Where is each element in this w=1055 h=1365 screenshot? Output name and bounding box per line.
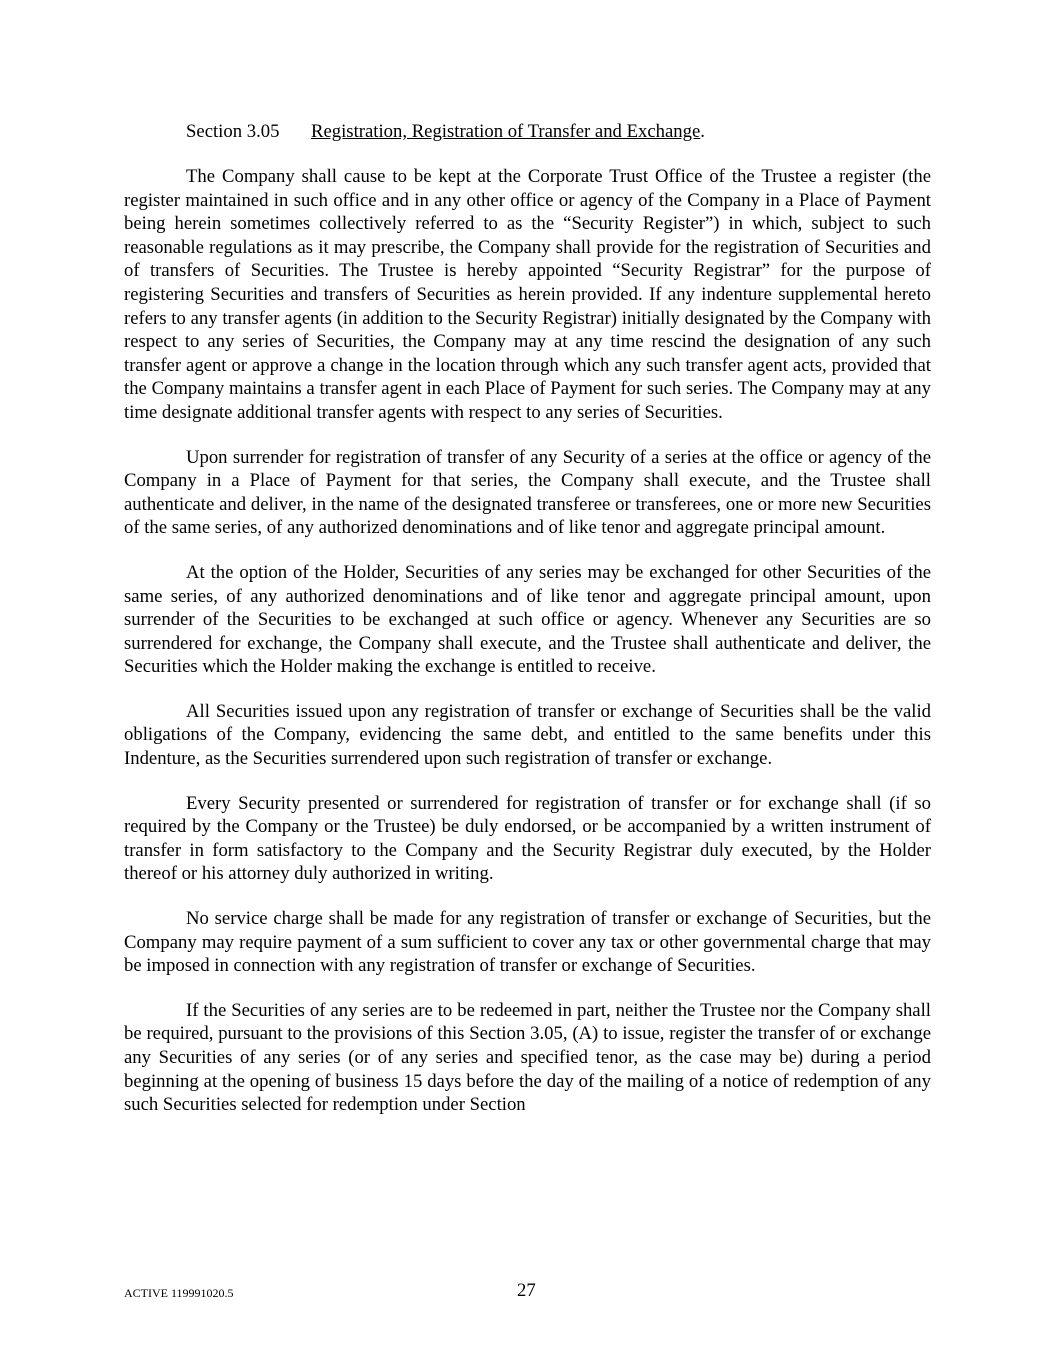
section-title-suffix: . (700, 121, 705, 142)
section-number: Section 3.05 (186, 121, 280, 142)
footer-page-number: 27 (517, 1280, 536, 1301)
paragraph-valid-obligations: All Securities issued upon any registration of transfer or exchange of Securities shall be the valid obligations of the Company, evidencing the same debt, and entitled to the same benefits under this Indenture, as the Securities surrendered upon such registration of transfer or exchange. (124, 700, 931, 770)
paragraph-surrender-for-transfer: Upon surrender for registration of transfer of any Security of a series at the office or agency of the Company in a Place of Payment for that series, the Company shall execute, and the Trustee shall authenticate and deliver, in the name of the designated transferee or transferees, one or more new Securities of the same series, of any authorized denominations and of like tenor and aggregate principal amount. (124, 446, 931, 539)
paragraph-partial-redemption: If the Securities of any series are to be redeemed in part, neither the Trustee nor the Company shall be required, pursuant to the provisions of this Section 3.05, (A) to issue, register the transfer of or exchange any Securities of any series (or of any series and specified tenor, as the case may be) during a period beginning at the opening of business 15 days before the day of the mailing of a notice of redemption of any such Securities selected for redemption under Section (124, 999, 931, 1116)
footer-document-id: ACTIVE 119991020.5 (124, 1286, 234, 1300)
paragraph-endorsement: Every Security presented or surrendered for registration of transfer or for exchange shall (if so required by the Company or the Trustee) be duly endorsed, or be accompanied by a written instrument of transfer in form satisfactory to the Company and the Security Registrar duly executed, by the Holder thereof or his attorney duly authorized in writing. (124, 792, 931, 885)
paragraph-security-register: The Company shall cause to be kept at the Corporate Trust Office of the Trustee a register (the register maintained in such office and in any other office or agency of the Company in a Place of Payment being herein sometimes collectively referred to as the “Security Register”) in which, subject to such reasonable regulations as it may prescribe, the Company shall provide for the registration of Securities and of transfers of Securities. The Trustee is hereby appointed “Security Registrar” for the purpose of registering Securities and transfers of Securities as herein provided. If any indenture supplemental hereto refers to any transfer agents (in addition to the Security Registrar) initially designated by the Company with respect to any series of Securities, the Company may at any time rescind the designation of any such transfer agent or approve a change in the location through which any such transfer agent acts, provided that the Company maintains a transfer agent in each Place of Payment for such series. The Company may at any time designate additional transfer agents with respect to any series of Securities. (124, 166, 931, 423)
paragraph-holder-exchange-option: At the option of the Holder, Securities of any series may be exchanged for other Securities of the same series, of any authorized denominations and of like tenor and aggregate principal amount, upon surrender of the Securities to be exchanged at such office or agency. Whenever any Securities are so surrendered for exchange, the Company shall execute, and the Trustee shall authenticate and deliver, the Securities which the Holder making the exchange is entitled to receive. (124, 561, 931, 678)
document-page (124, 120, 931, 1138)
section-heading (124, 120, 931, 144)
paragraph-service-charge: No service charge shall be made for any registration of transfer or exchange of Securities, but the Company may require payment of a sum sufficient to cover any tax or other governmental charge that may be imposed in connection with any registration of transfer or exchange of Securities. (124, 908, 931, 977)
section-title: Registration, Registration of Transfer and Exchange (311, 121, 701, 142)
